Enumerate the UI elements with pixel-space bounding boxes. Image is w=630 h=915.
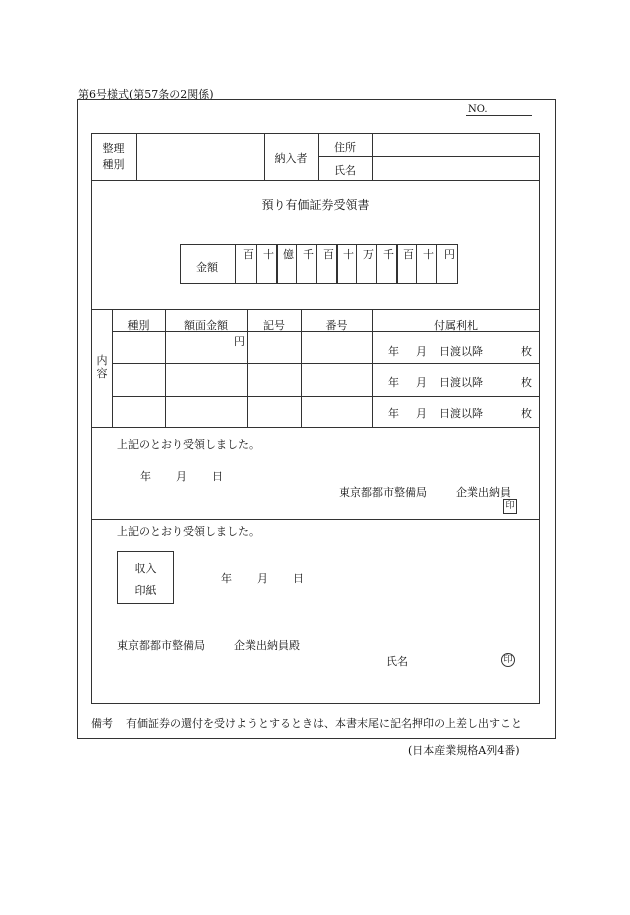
no-label: NO. — [468, 104, 488, 115]
receipt2-text: 上記のとおり受領しました。 — [117, 525, 260, 538]
digit-div — [436, 244, 437, 284]
contents-row-line — [112, 363, 540, 364]
receipt1-day: 日 — [212, 470, 223, 483]
digit-label: 百 — [243, 248, 254, 261]
coupon-count: 枚 — [521, 407, 532, 420]
digit-label: 百 — [323, 248, 334, 261]
header-face-value: 額面金額 — [184, 319, 228, 332]
addressee-officer: 企業出納員殿 — [234, 639, 300, 652]
seal-mark: 印 — [503, 499, 517, 514]
coupon-count: 枚 — [521, 345, 532, 358]
coupon-year: 年 — [388, 345, 399, 358]
amount-label-div — [235, 244, 236, 284]
seiri-line2: 種別 — [102, 158, 125, 171]
receipt2-year: 年 — [221, 572, 232, 585]
header-number: 番号 — [325, 319, 348, 332]
header-symbol: 記号 — [263, 319, 285, 332]
payer-name-field[interactable] — [373, 157, 539, 179]
side-char-2: 容 — [96, 367, 108, 380]
address-label: 住所 — [334, 141, 356, 154]
receipt1-year: 年 — [140, 470, 151, 483]
digit-label: 万 — [363, 248, 374, 261]
contents-top — [91, 309, 540, 310]
remarks-text: 有価証券の還付を受けようとするときは、本書末尾に記名押印の上差し出すこと — [126, 717, 522, 730]
receipt2-name-label: 氏名 — [386, 655, 408, 668]
receipt2-name-field[interactable] — [412, 648, 497, 668]
coupon-month: 月 — [416, 407, 427, 420]
receipt1-office: 東京都都市整備局 — [339, 486, 427, 499]
receipt2-day: 日 — [293, 572, 304, 585]
receipt2-month: 月 — [257, 572, 268, 585]
top-row-bottom — [91, 180, 540, 181]
stamp-line1: 収入 — [134, 562, 157, 575]
stamp-line2: 印紙 — [134, 584, 157, 597]
header-kind: 種別 — [127, 319, 150, 332]
digit-div — [356, 244, 357, 284]
form-label: 第6号様式(第57条の2関係) — [78, 88, 214, 101]
face-value-yen: 円 — [234, 335, 245, 348]
name-label: 氏名 — [334, 164, 356, 177]
coupon-year: 年 — [388, 376, 399, 389]
digit-label: 十 — [263, 248, 274, 261]
payer-label: 納入者 — [274, 152, 308, 165]
document-title: 預り有価証券受領書 — [261, 198, 370, 212]
contents-side-label — [92, 354, 112, 380]
digit-label: 千 — [303, 248, 314, 261]
digit-div — [376, 244, 377, 284]
digit-label: 十 — [423, 248, 434, 261]
digit-label: 円 — [444, 248, 455, 261]
digit-label: 億 — [283, 248, 294, 261]
digit-div — [336, 244, 338, 284]
side-char-1: 内 — [96, 354, 108, 367]
revenue-stamp-label — [117, 558, 174, 602]
seiri-value-field[interactable] — [137, 134, 263, 179]
receipt1-text: 上記のとおり受領しました。 — [117, 438, 260, 451]
remarks-label: 備考 — [91, 717, 113, 730]
seiri-label — [91, 141, 136, 173]
address-field[interactable] — [373, 134, 539, 155]
seal-mark: 印 — [501, 653, 515, 667]
receipt1-seal — [503, 498, 517, 514]
amount-label: 金額 — [196, 261, 218, 274]
digit-label: 十 — [343, 248, 354, 261]
digit-label: 百 — [403, 248, 414, 261]
digit-div — [316, 244, 317, 284]
receipt2-seal — [501, 652, 515, 667]
no-underline — [466, 115, 532, 116]
contents-bottom — [91, 427, 540, 428]
addressee-office: 東京都都市整備局 — [117, 639, 205, 652]
coupon-count: 枚 — [521, 376, 532, 389]
coupon-year: 年 — [388, 407, 399, 420]
seiri-line1: 整理 — [102, 142, 125, 155]
coupon-date: 日渡以降 — [439, 345, 483, 358]
digit-label: 千 — [383, 248, 394, 261]
header-coupon: 付属利札 — [434, 319, 478, 332]
digit-div — [256, 244, 257, 284]
digit-div — [396, 244, 398, 284]
coupon-date: 日渡以降 — [439, 376, 483, 389]
footer-standard: (日本産業規格A列4番) — [408, 744, 520, 757]
coupon-month: 月 — [416, 376, 427, 389]
digit-div — [296, 244, 297, 284]
contents-row-line — [112, 396, 540, 397]
digit-div — [416, 244, 417, 284]
receipt1-month: 月 — [176, 470, 187, 483]
coupon-month: 月 — [416, 345, 427, 358]
coupon-date: 日渡以降 — [439, 407, 483, 420]
receipt-separator — [91, 519, 540, 520]
digit-div — [276, 244, 278, 284]
receipt1-officer: 企業出納員 — [456, 486, 511, 499]
